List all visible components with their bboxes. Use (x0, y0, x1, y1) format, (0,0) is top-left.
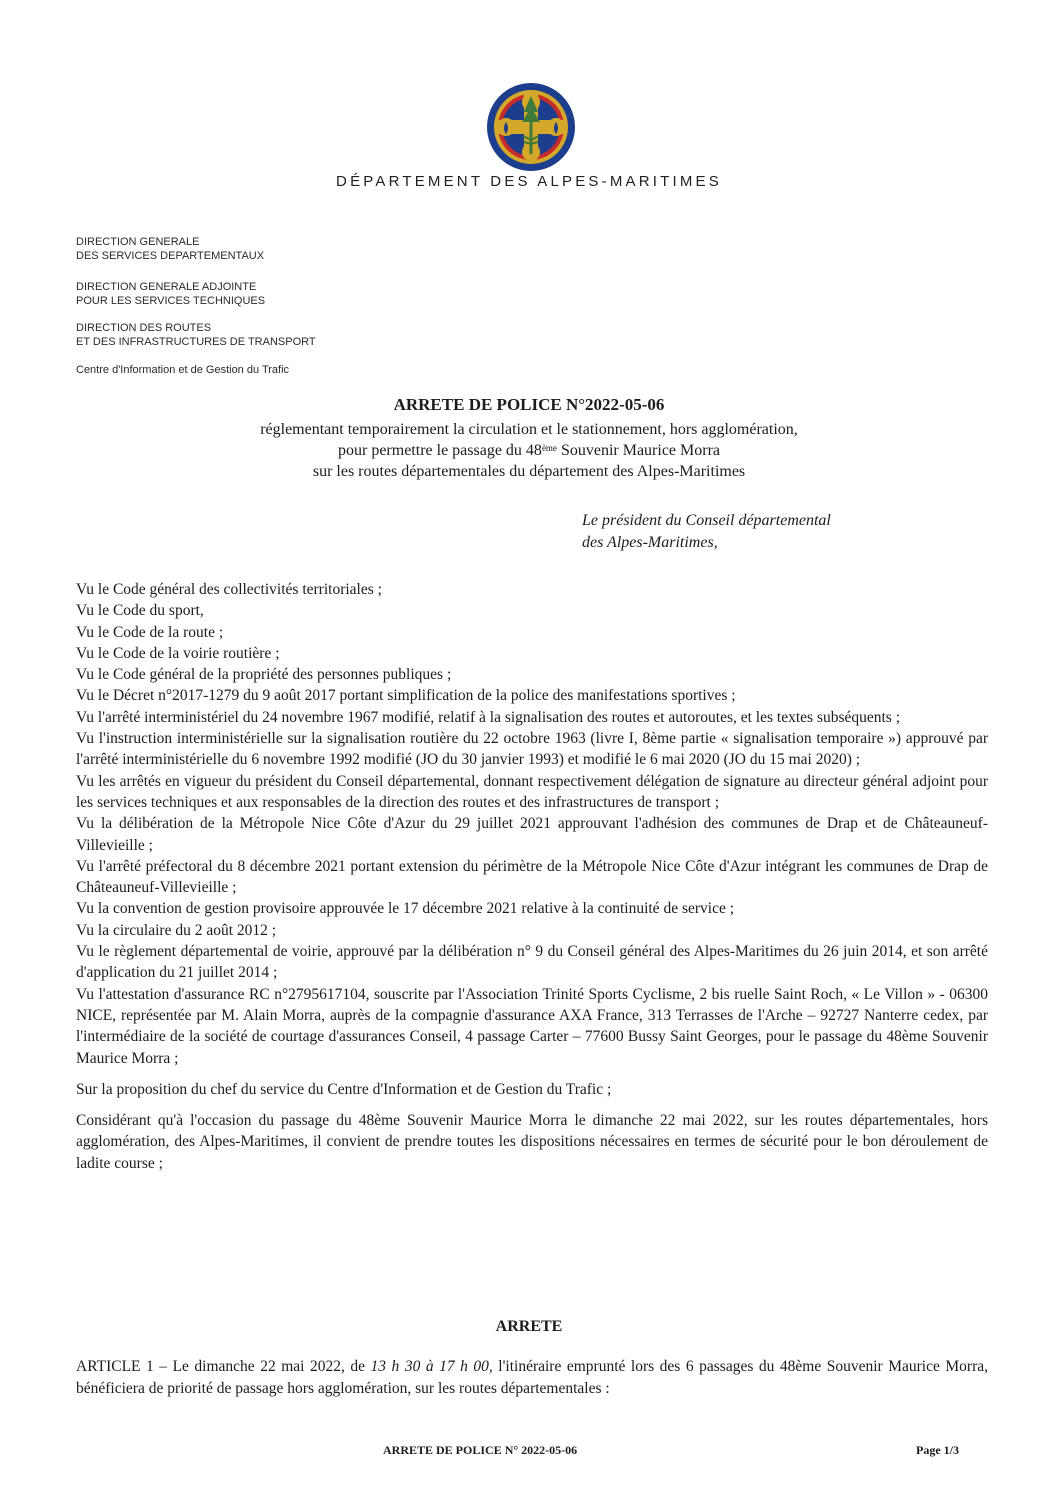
visa-item: Vu le Décret n°2017-1279 du 9 août 2017 portant simplification de la police des manifestations sportives ; (76, 687, 736, 705)
visa-item: Vu le règlement départemental de voirie, approuvé par la délibération n° 9 du Conseil général des Alpes-Maritimes du 26 juin 2014, et son arrêté d'application du 21 juillet 2014 ; (76, 943, 988, 982)
document-subtitle (0, 419, 1058, 482)
direction-line: POUR LES SERVICES TECHNIQUES (76, 295, 266, 307)
article-1-paragraph: ARTICLE 1 – Le dimanche 22 mai 2022, de 13 h 30 à 17 h 00, l'itinéraire emprunté lors des 6 passages du 48ème Souvenir Maurice Morra, bénéficiera de priorité de passage hors agglomération, sur les routes départementales : (76, 1358, 988, 1397)
visa-item: Vu le Code de la voirie routière ; (76, 644, 280, 662)
visa-item: Vu l'attestation d'assurance RC n°2795617104, souscrite par l'Association Trinité Sports Cyclisme, 2 bis ruelle Saint Roch, « Le Villon » - 06300 NICE, représentée par M. Alain Morra, auprès de la compagnie d'assurance AXA France, 313 Terrasses de l'Arche – 92727 Nanterre cedex, par l'intermédiaire de la société de courtage d'assurances Conseil, 4 passage Carter – 77600 Bussy Saint Georges, pour le passage du 48ème Souvenir Maurice Morra ; (76, 985, 988, 1067)
visa-item: Vu l'instruction interministérielle sur la signalisation routière du 22 octobre 1963 (livre I, 8ème partie « signalisation temporaire ») approuvé par l'arrêté interministérielle du 6 novembre 1992 modifié (JO du 30 janvier 1993) et modifié le 6 mai 2020 (JO du 15 mai 2020) ; (76, 730, 988, 769)
direction-line: ET DES INFRASTRUCTURES DE TRANSPORT (76, 336, 316, 348)
footer-reference: ARRETE DE POLICE N° 2022-05-06 (383, 1443, 578, 1457)
department-name: DÉPARTEMENT DES ALPES-MARITIMES (336, 173, 722, 190)
visa-item: Vu l'arrêté préfectoral du 8 décembre 2021 portant extension du périmètre de la Métropole Nice Côte d'Azur intégrant les communes de Drap de Châteauneuf-Villevieille ; (76, 857, 988, 897)
page-number: Page 1/3 (916, 1443, 959, 1457)
visa-item: Vu l'arrêté interministériel du 24 novembre 1967 modifié, relatif à la signalisation des routes et autoroutes, et les textes subséquents ; (76, 708, 901, 726)
direction-generale-block (76, 235, 264, 263)
direction-line: DIRECTION GENERALE ADJOINTE (76, 281, 257, 293)
visa-item: Vu le Code général de la propriété des personnes publiques ; (76, 666, 452, 684)
president-line: des Alpes-Maritimes, (582, 534, 718, 551)
direction-line: Centre d'Information et de Gestion du Trafic (76, 364, 290, 376)
proposal-paragraph: Sur la proposition du chef du service du Centre d'Information et de Gestion du Trafic ; (76, 1080, 612, 1098)
subtitle-line: réglementant temporairement la circulation et le stationnement, hors agglomération, (260, 421, 798, 438)
visa-item: Vu le Code du sport, (76, 602, 204, 620)
visa-item: Vu la délibération de la Métropole Nice Côte d'Azur du 29 juillet 2021 approuvant l'adhésion des communes de Drap et de Châteauneuf-Villevieille ; (76, 815, 988, 854)
visa-item: Vu le Code de la route ; (76, 623, 224, 641)
direction-line: DIRECTION GENERALE (76, 236, 200, 248)
considering-paragraph: Considérant qu'à l'occasion du passage du 48ème Souvenir Maurice Morra le dimanche 22 mai 2022, sur les routes départementales, hors agglomération, des Alpes-Maritimes, il convient de prendre toutes les dispositions nécessaires en termes de sécurité pour le bon déroulement de ladite course ; (76, 1112, 988, 1172)
visa-item: Vu la circulaire du 2 août 2012 ; (76, 921, 277, 939)
visa-item: Vu les arrêtés en vigueur du président du Conseil départemental, donnant respectivement délégation de signature au directeur général adjoint pour les services techniques et aux responsables de la direction des routes et des infrastructures de transport ; (76, 772, 988, 811)
traffic-centre-block (76, 363, 289, 377)
direction-routes-block (76, 321, 316, 349)
direction-line: DIRECTION DES ROUTES (76, 322, 212, 334)
direction-adjointe-block (76, 280, 265, 308)
president-line: Le président du Conseil départemental (582, 512, 831, 529)
document-title: ARRETE DE POLICE N°2022-05-06 (393, 395, 665, 414)
department-seal-logo (486, 82, 576, 172)
visas-section (76, 579, 988, 1174)
subtitle-line: sur les routes départementales du département des Alpes-Maritimes (312, 463, 746, 480)
visa-item: Vu le Code général des collectivités territoriales ; (76, 581, 382, 598)
article-1-time: 13 h 30 à 17 h 00, (370, 1358, 493, 1375)
visa-item: Vu la convention de gestion provisoire approuvée le 17 décembre 2021 relative à la continuité de service ; (76, 900, 735, 918)
direction-line: DES SERVICES DEPARTEMENTAUX (76, 250, 265, 262)
arrete-heading: ARRETE (495, 1318, 563, 1335)
president-signature-heading (582, 510, 831, 554)
subtitle-line: pour permettre le passage du 48ème Souvenir Maurice Morra (338, 442, 720, 459)
